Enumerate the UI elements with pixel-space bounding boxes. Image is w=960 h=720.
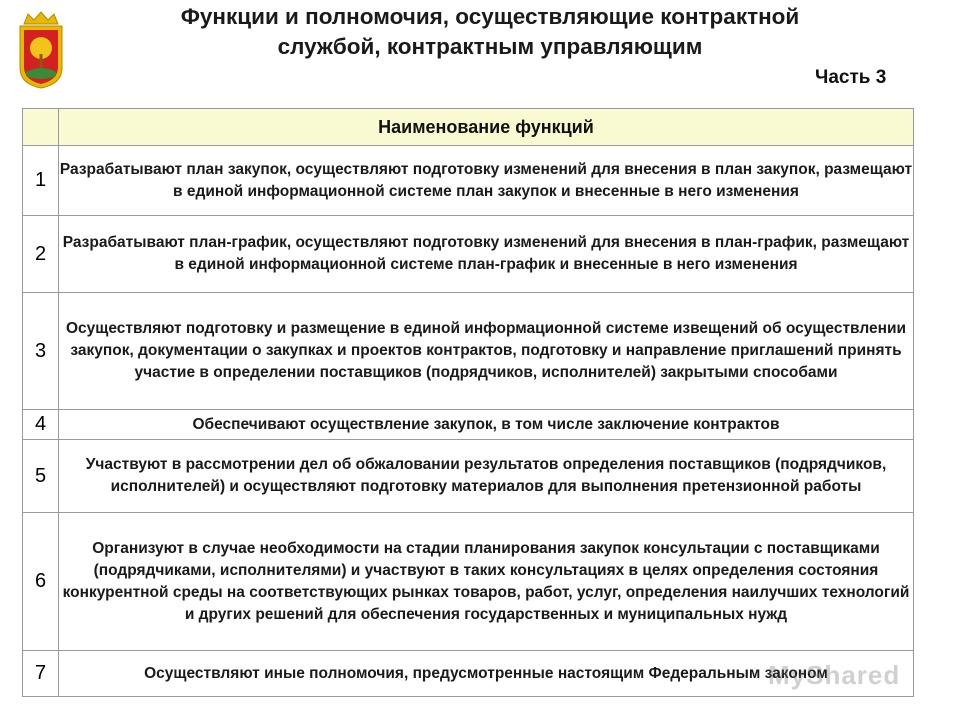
- coat-of-arms-icon: [16, 10, 66, 90]
- row-number: 4: [23, 410, 59, 440]
- row-number: 1: [23, 146, 59, 216]
- table-row: [23, 513, 914, 651]
- watermark: MyShared: [768, 660, 901, 690]
- row-text: Осуществляют подготовку и размещение в единой информационной системе извещений об осуществлении закупок, документации о закупках и проектов контрактов, подготовку и направление приглашений принять участие в определении поставщиков (подрядчиков, исполнителей) закрытыми способами: [59, 293, 914, 410]
- row-text: Обеспечивают осуществление закупок, в том числе заключение контрактов: [59, 410, 914, 440]
- header-functions-name: Наименование функций: [59, 109, 914, 146]
- row-text: Организуют в случае необходимости на стадии планирования закупок консультации с поставщиками (подрядчиками, исполнителями) и участвуют в таких консультациях в целях определения состояния конкурентной среды на соответствующих рынках товаров, работ, услуг, определения наилучших технологий и других решений для обеспечения государственных и муниципальных нужд: [59, 513, 914, 651]
- page-title: [90, 2, 890, 62]
- row-number: 7: [23, 651, 59, 697]
- row-number: 6: [23, 513, 59, 651]
- part-label: Часть 3: [815, 67, 887, 88]
- table-header-row: [23, 109, 914, 146]
- row-text: Разрабатывают план закупок, осуществляют подготовку изменений для внесения в план закупок, размещают в единой информационной системе план закупок и внесенные в него изменения: [59, 146, 914, 216]
- table-row: [23, 216, 914, 293]
- row-number: 3: [23, 293, 59, 410]
- table-row: [23, 146, 914, 216]
- row-number: 5: [23, 440, 59, 513]
- functions-table: [22, 108, 914, 697]
- row-number: 2: [23, 216, 59, 293]
- header-corner-cell: [23, 109, 59, 146]
- table-row: [23, 440, 914, 513]
- title-line-1: Функции и полномочия, осуществляющие контрактной: [180, 4, 800, 29]
- title-line-2: службой, контрактным управляющим: [277, 34, 703, 59]
- table-row: [23, 410, 914, 440]
- row-text: Разрабатывают план-график, осуществляют подготовку изменений для внесения в план-график, размещают в единой информационной системе план-график и внесенные в него изменения: [59, 216, 914, 293]
- table-row: [23, 293, 914, 410]
- row-text: Участвуют в рассмотрении дел об обжаловании результатов определения поставщиков (подрядчиков, исполнителей) и осуществляют подготовку материалов для выполнения претензионной работы: [59, 440, 914, 513]
- row-text: Осуществляют иные полномочия, предусмотренные настоящим Федеральным законом: [59, 651, 914, 697]
